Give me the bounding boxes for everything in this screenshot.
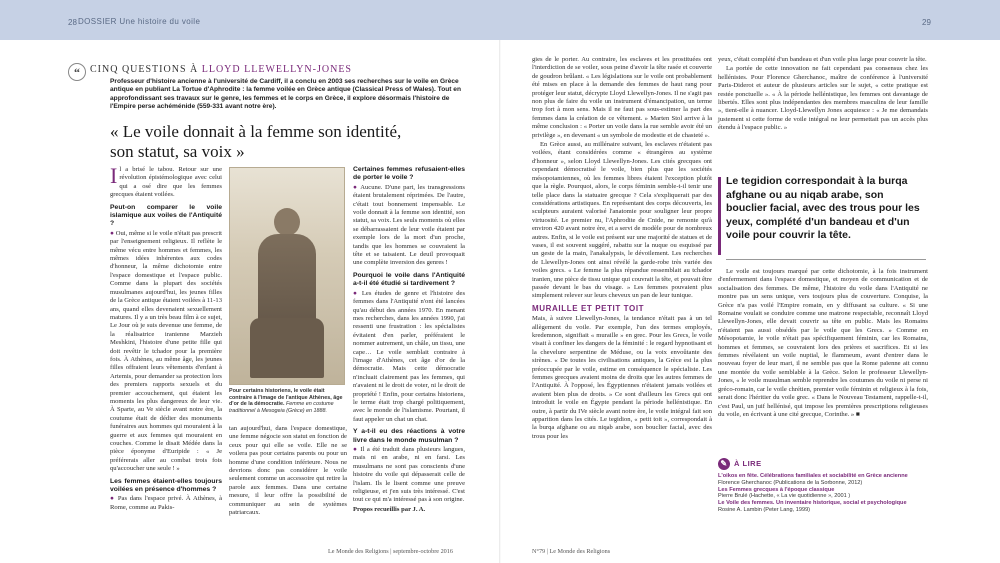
signature: Propos recueillis par J. A.: [353, 505, 426, 513]
reading-list-item: L'oikos en fête. Célébrations familiales et sociabilité en Grèce ancienne Florence Gherchanoc (Publications de la Sorbonne, 2012): [718, 473, 908, 486]
answer-bullet-icon: ●: [353, 289, 359, 297]
footer-right: N°79 | Le Monde des Religions: [532, 548, 611, 555]
answer-bullet-icon: ●: [353, 446, 358, 453]
pull-quote-bar: [718, 177, 721, 255]
answer-3: Aucune. D'une part, les transgressions étaient brutalement réprimées. De l'autre, c'était tout bonnement impensable. Le voile donnait à la femme son identité, son statut, sa voix. Les seuls moments où elles se débarrassaient de leur voile étaient par exemple lors de la mort d'un proche, tandis que les hommes se couvraient la tête et se taisaient. Le deuil provoquait une complète inversion des genres !: [353, 183, 465, 267]
pull-quote: [726, 175, 926, 243]
page-header: [0, 0, 1000, 40]
dropcap: I: [110, 163, 118, 188]
question-3: Certaines femmes refusaient-elles de porter le voile ?: [353, 166, 465, 182]
interview-headline: « Le voile donnait à la femme son identité, son statut, sa voix »: [110, 122, 402, 161]
article-col-5-top: [718, 56, 928, 134]
article-col-4: [532, 56, 712, 442]
pull-quote-rule: [726, 259, 926, 260]
book-icon: ✎: [718, 458, 730, 470]
article-paragraph: En Grèce aussi, au millénaire suivant, les esclaves n'étaient pas voilées, étant considérées comme « étrangères au système d'honneur », selon Lloyd Llewellyn-Jones. Les cités grecques ont cependant démocratisé le voile, bien plus que les sociétés mésopotamiennes, où les femmes libres étaient l'exception plutôt que la règle. Pourquoi, alors, le corps féminin semble-t-il tenir une telle place dans la statuaire grecque ? Cela s'expliquerait par des considérations artistiques. En représentant des corps découverts, les sculpteurs auraient valorisé l'anatomie pour souligner leur propre virtuosité. Le premier nu, l'Aphrodite de Cnide, ne remonte qu'à environ 420 avant notre ère, et a servi de modèle pour de nombreux autres. Enfin, si le voile est présent sur une majorité de statues et de vases, il est souvent suggéré, rabattu sur la nuque ou esquissé par un geste de la main, l'anakalypsis, le dévoilement. Les recherches de Llewellyn-Jones ont ainsi révélé la garde-robe très variée des voiles grecs. « Le femme la plus répandue ressemblait au tchador iranien, une pièce de tissu unique qui couvrait la tête, et pouvait être passée devant le bas du visage. » Les femmes pouvaient plus simplement relever sur leurs cheveux un pan de leur tunique.: [532, 141, 712, 300]
archival-photo: [229, 167, 345, 385]
reading-list-item: Le Voile des femmes. Un inventaire historique, social et psychologique Rosine A. Lambin (Peter Lang, 1999): [718, 500, 907, 513]
gutter: [499, 40, 501, 563]
article-col-5-bottom: [718, 268, 928, 420]
answer-4: Les études de genre et l'histoire des femmes dans l'Antiquité n'ont été lancées qu'au début des années 1970. En menant mes recherches, dans les années 1990, j'ai ressenti une frustration : les spécialistes évitaient d'en parler, préféraient le nommer autrement, un châle, un tissu, une cape… Le voile semblait contraire à l'image d'Athènes, cet âge d'or de la démocratie. Mais cette démocratie n'incluait clairement pas les femmes, qui n'avaient ni le droit de voter, ni le droit de propriété ! Enfin, pour certains historiens, le terme était trop chargé politiquement, avec le monde de l'islamisme. Pourtant, il faut appeler un chat un chat.: [353, 289, 466, 423]
interviewee-name: LLOYD LLEWELLYN-JONES: [201, 64, 352, 75]
question-4: Pourquoi le voile dans l'Antiquité a-t-il été étudié si tardivement ?: [353, 271, 465, 288]
footer-left: Le Monde des Religions | septembre-octobre 2016: [328, 548, 453, 555]
interview-col-1: [110, 163, 222, 513]
reading-list-heading: ✎ À LIRE: [718, 458, 918, 470]
photo-figure-head: [274, 208, 300, 236]
page-number-right: 29: [922, 18, 931, 27]
quote-icon: “: [68, 63, 86, 81]
page-number-left: 28: [68, 18, 77, 27]
answer-bullet-icon: ●: [353, 183, 358, 191]
photo-caption: Pour certains historiens, le voile était contraire à l'image de l'antique Athènes, âge d'or de la démocratie. Femme en costume traditionnel à Mesogeia (Grèce) en 1888.: [229, 388, 343, 414]
answer-1: Oui, même si le voile n'était pas prescrit par l'enseignement religieux. Il reflète le même vécu entre hommes et femmes, les mêmes idées inhérentes aux codes d'honneur, la même dichotomie entre l'espace domestique et l'espace public. Comme dans la plupart des sociétés musulmanes aujourd'hui, les jeunes filles de la Grèce antique étaient voilées à 11-13 ans, quand elles devenaient sexuellement matures. Il y a un très beau film à ce sujet, Le Jour où je suis devenue une femme, de la réalisatrice iranienne Marzieh Meshkini, l'histoire d'une petite fille qui doit revêtir le tchador pour la première fois. À Athènes, au même âge, les jeunes filles offraient leurs vêtements d'enfant à Artemis, pour demander sa protection lors des premiers rapports sexuels et du premier accouchement, qui étaient les moments les plus dangereux de leur vie. À Sparte, au Ve siècle avant notre ère, la coutume était de dédier des monuments funéraires aux hommes qui mouraient à la guerre et aux femmes qui mouraient en couches. Comme le disait Médée dans la pièce éponyme d'Euripide : « Je préférerais aller au combat trois fois qu'accoucher une seule ! »: [110, 229, 222, 473]
interview-title: CINQ QUESTIONS À LLOYD LLEWELLYN-JONES: [90, 64, 352, 75]
photo-figure-skirt: [250, 318, 324, 378]
pull-quote-text: Le tegidion correspondait à la burqa afghane ou au niqab arabe, son bouclier facial, avec des trous pour les yeux, complété d'un bandeau et d'un voile pour couvrir la tête.: [726, 175, 920, 241]
article-paragraph: Mais, à suivre Llewellyn-Jones, la tendance n'était pas à un tel allègement du voile. Par exemple, l'un des termes employés, kredemnon, signifiait « muraille » en grec. Pour les Grecs, le voile visait à confiner les dangers de la féminité : le regard hypnotisant et la chevelure serpentine de Méduse, ou la voix envoûtante des sirènes. « De toutes les civilisations antiques, la Grèce est la plus préoccupée par le voile, estime en conséquence le spécialiste. Les femmes grecques avaient moins de droits que les autres femmes de l'Antiquité. À l'opposé, les Égyptiennes n'étaient jamais voilées et avaient bien plus de droits. » Ce sont d'ailleurs les Grecs qui ont introduit le voile en Égypte pendant la période hellénistique. En outre, à partir du IVe siècle avant notre ère, le voile intégral fait son apparition dans les cités. Le tegidion, « petit toit », correspondait à la burqa afghane ou au niqab arabe, son bouclier facial, avec des trous pour les: [532, 315, 712, 440]
article-paragraph: gies de le porter. Au contraire, les esclaves et les prostituées ont l'interdiction de se voiler, sous peine d'avoir la tête rasée et couverte de goudron brûlant. « Les législations sur le voile ont probablement été mises en place à la demande des femmes de haut rang pour protéger leur statut, décrypte Lloyd Llewellyn-Jones. Il ne s'agit pas non plus de faire du voile un instrument d'émancipation, un terme trop fort à mon sens. Mais il ne faut pas sous-estimer la part des femmes dans la création de ce vêtement. » Marten Stol arrive à la même conclusion : « Porter un voile dans la rue semble avoir été un privilège », en devenant « un symbole de modestie et de chasteté ».: [532, 56, 712, 139]
article-paragraph: La portée de cette innovation ne fait cependant pas consensus chez les hellénistes. Pour Florence Gherchanoc, maître de conférence à l'université Paris-Diderot et auteur de plusieurs articles sur le sujet, « cette pratique est restée ponctuelle ». « À la période hellénistique, les femmes ont davantage de libertés. Elles sont plus indépendantes des membres masculins de leur famille », tient-elle à nuancer. Lloyd-Llewellyn Jones acquiesce : « Je me demandais justement si cette forme de voile intégral ne leur permettait pas un accès plus étendu à l'espace public. »: [718, 65, 928, 132]
question-1: Peut-on comparer le voile islamique aux voiles de l'Antiquité ?: [110, 203, 222, 228]
article-paragraph: yeux, c'était complété d'un bandeau et d'un voile plus large pour couvrir la tête.: [718, 56, 927, 63]
reading-list: [718, 458, 918, 514]
rubric: DOSSIER Une histoire du voile: [78, 17, 201, 26]
answer-bullet-icon: ●: [110, 229, 115, 237]
answer-bullet-icon: ●: [110, 495, 116, 503]
interview-col-3: [353, 166, 465, 515]
answer-5: Il a été traduit dans plusieurs langues, mais ni en arabe, ni en farsi. Les musulmans ne sont pas conscients d'une histoire du voile qui dépasserait celle de l'islam. Ils le lisent comme une preuve religieuse, et j'en suis très intéressé. C'est tout ce qui m'a intéressé pas à son origine.: [353, 446, 465, 504]
question-2: Les femmes étaient-elles toujours voilées en présence d'hommes ?: [110, 477, 222, 494]
article-paragraph: Le voile est toujours marqué par cette dichotomie, à la fois instrument d'enfermement dans l'espace domestique, et moyen de communication et de socialisation des femmes. De même, l'histoire du voile dans l'Antiquité ne montre pas un sens unique, vers toujours plus de couverture. Conquise, la Grèce n'a pas voilé l'Empire romain, en y diffusant sa culture. « Si une Romaine voulait se conduire comme une matrone respectable, reconnaît Lloyd Llewellyn-Jones, elle devait couvrir sa tête en public. Mais les Romains n'étaient pas aussi obsédés par le voile que les Grecs. » Comme en Mésopotamie, le voile n'était pas spécifiquement féminin, car les Romains, hommes et femmes, se couvraient lors des prières et sacrifices. Et si les femmes révélaient un voile nuptial, le flammeum, avant d'entrer dans le nouveau foyer de leur mari, il ne semble pas que la Rome païenne ait connu une montée du voile semblable à la Grèce. Selon le professeur Llewellyn-Jones, « le voile musulman semble reprendre les coutumes du voile ni perse ni gréco-romain, car le voile chrétien, premier voile féminin et religieux à la fois, serait donc l'héritier du voile grec. « Dans le Nouveau Testament, rappelle-t-il, c'est Paul, un juif hellénisé, qui impose les premières prescriptions religieuses du voile, en écrivant à une cité grecque, Corinthe. » ■: [718, 268, 928, 418]
interview-col-2-bottom: tan aujourd'hui, dans l'espace domestique, une femme négocie son statut en fonction de ceux pour qui elle se voile. Elle ne se voilera pas pour certains parents ou pour un homme d'une condition inférieure. Nous ne devrions donc pas considérer le voile seulement comme un accessoire qui retire la parole aux femmes. Dans une certaine mesure, il leur offre la possibilité de communiquer au sein de systèmes patriarcaux.: [229, 425, 347, 517]
opening-text: l a brisé le tabou. Retour sur une révolution épistémologique avec celui qui a osé dire que les femmes grecques étaient voilées.: [110, 166, 222, 199]
section-heading: MURAILLE ET PETIT TOIT: [532, 303, 645, 313]
interview-intro: Professeur d'histoire ancienne à l'université de Cardiff, il a conclu en 2003 ses recherches sur le voile en Grèce antique en publiant La Tortue d'Aphrodite : la femme voilée en Grèce antique (Classical Press of Wales). Tout en approfondissant ses travaux sur le genre, les femmes et le corps en Grèce, il explore désormais l'histoire de l'Empire perse achéménide (559-331 avant notre ère).: [110, 78, 461, 110]
question-5: Y a-t-il eu des réactions à votre livre dans le monde musulman ?: [353, 428, 465, 444]
answer-2: Pas dans l'espace privé. À Athènes, à Rome, comme au Pakis-: [110, 495, 222, 511]
reading-list-item: Les Femmes grecques à l'époque classique Pierre Brulé (Hachette, « La vie quotidienne », 2001 ): [718, 486, 851, 500]
